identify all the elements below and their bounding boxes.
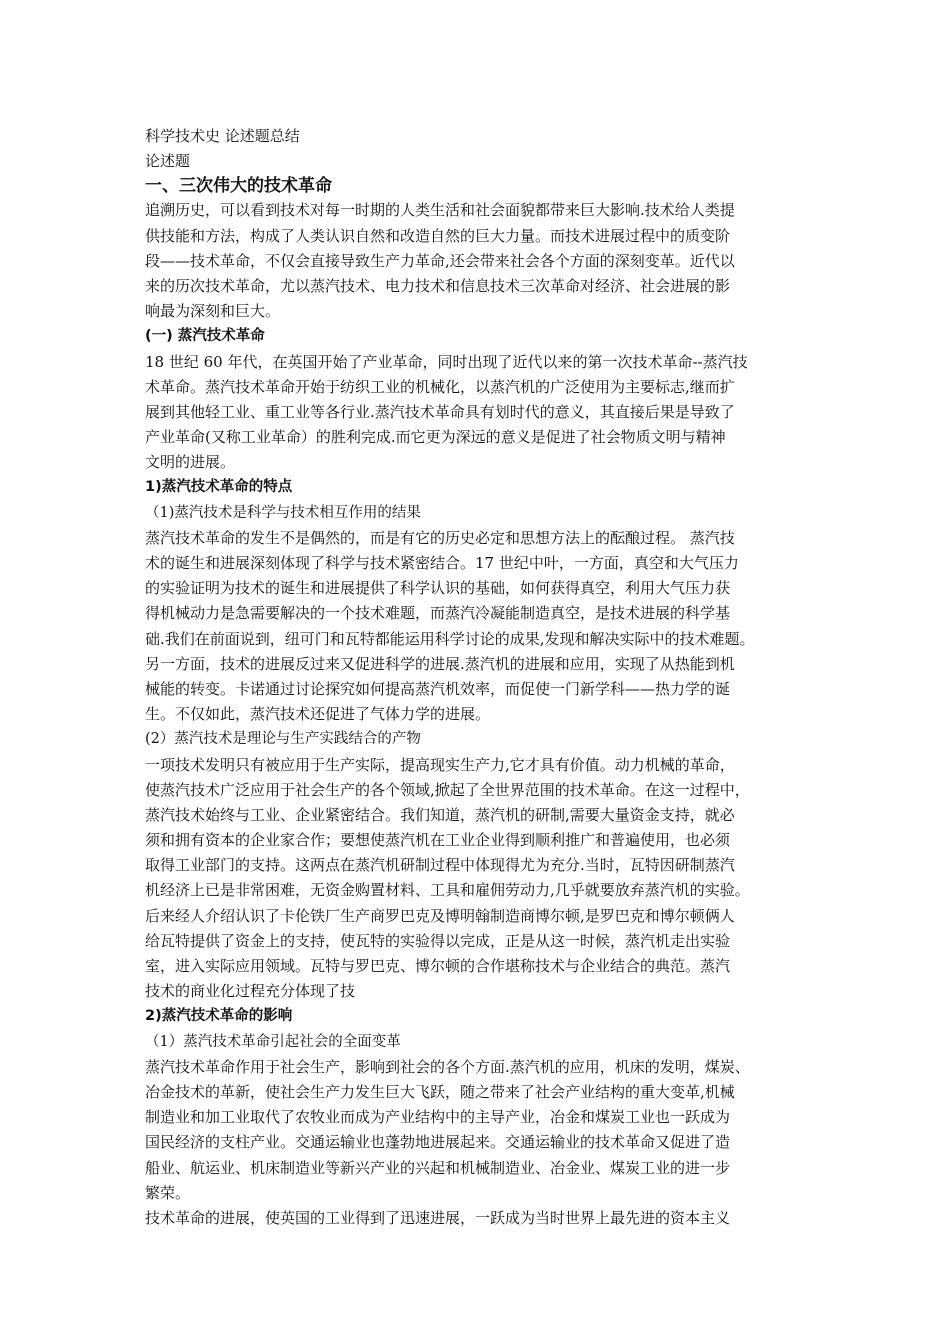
text-line: 室，进入实际应用领域。瓦特与罗巴克、博尔顿的合作堪称技术与企业结合的典范。蒸汽 [145,957,731,975]
features-item2-paragraph [145,753,815,1005]
text-line: 蒸汽技术革命作用于社会生产，影响到社会的各个方面.蒸汽机的应用，机床的发明，煤炭、 [145,1057,750,1076]
intro-paragraph [145,198,815,324]
text-line: 另一方面，技术的进展反过来又促进科学的进展.蒸汽机的进展和应用，实现了从热能到机 [145,654,735,673]
text-line: 国民经济的支柱产业。交通运输业也蓬勃地进展起来。交通运输业的技术革命又促进了造 [145,1133,731,1152]
text-line: 的实验证明为技术的诞生和进展提供了科学认识的基础，如何获得真空，利用大气压力获 [145,579,731,598]
text-line: 制造业和加工业取代了农牧业而成为产业结构中的主导产业，冶金和煤炭工业也一跃成为 [145,1108,731,1127]
text-line: 响最为深刻和巨大。 [145,302,281,321]
text-line: 蒸汽技术始终与工业、企业紧密结合。我们知道，蒸汽机的研制,需要大量资金支持，就必 [145,805,735,824]
text-line: 技术革命的进展，使英国的工业得到了迅速进展，一跃成为当时世界上最先进的资本主义 [145,1208,731,1227]
text-line: 使蒸汽技术广泛应用于社会生产的各个领域,掀起了全世界范围的技术革命。在这一过程中， [145,780,750,799]
text-line: 给瓦特提供了资金上的支持，使瓦特的实验得以完成，正是从这一时候，蒸汽机走出实验 [145,931,731,950]
features-item1-label: （1)蒸汽技术是科学与技术相互作用的结果 [145,504,421,521]
text-line: 后来经人介绍认识了卡伦铁厂生产商罗巴克及博明翰制造商博尔顿,是罗巴克和博尔顿俩人 [145,906,735,925]
text-line: 础.我们在前面说到，纽可门和瓦特都能运用科学讨论的成果,发现和解决实际中的技术难题。 [145,629,755,648]
impact-heading: 2)蒸汽技术革命的影响 [145,1008,293,1025]
document-category: 论述题 [145,152,191,171]
text-line: 追溯历史，可以看到技术对每一时期的人类生活和社会面貌都带来巨大影响.技术给人类提 [145,201,735,220]
text-line: 船业、航运业、机床制造业等新兴产业的兴起和机械制造业、冶金业、煤炭工业的进一步 [145,1158,731,1177]
text-line: 生。不仅如此，蒸汽技术还促进了气体力学的进展。 [145,705,491,724]
features-item2-label: (2）蒸汽技术是理论与生产实践结合的产物 [145,731,421,748]
text-line: 一项技术发明只有被应用于生产实际，提高现实生产力,它才具有价值。动力机械的革命， [145,755,735,774]
features-heading: 1)蒸汽技术革命的特点 [145,479,293,496]
features-item1-paragraph [145,526,815,728]
text-line: 术的诞生和进展深刻体现了科学与技术紧密结合。17 世纪中叶，一方面，真空和大气压力 [145,554,739,572]
text-line: 段——技术革命，不仅会直接导致生产力革命,还会带来社会各个方面的深刻变革。近代以 [145,251,735,270]
text-line: 冶金技术的革新，使社会生产力发生巨大飞跃，随之带来了社会产业结构的重大变革,机械 [145,1082,735,1101]
section-heading: 一、三次伟大的技术革命 [145,176,332,197]
steam-revolution-paragraph [145,350,815,476]
text-line: 须和拥有资本的企业家合作；要想使蒸汽机在工业企业得到顺利推广和普遍使用，也必须 [145,831,731,850]
text-line: 技术的商业化过程充分体现了技 [145,982,356,1001]
document-body [145,124,815,1231]
text-line: 文明的进展。 [145,453,236,472]
impact-tail-paragraph [145,1206,815,1231]
text-line: 供技能和方法，构成了人类认识自然和改造自然的巨大力量。而技术进展过程中的质变阶 [145,226,731,245]
impact-item1-label: （1）蒸汽技术革命引起社会的全面变革 [145,1033,401,1050]
text-line: 18 世纪 60 年代，在英国开始了产业革命，同时出现了近代以来的第一次技术革命--蒸汽技 [145,352,748,371]
text-line: 产业革命(又称工业革命）的胜利完成.而它更为深远的意义是促进了社会物质文明与精神 [145,428,726,447]
subsection-heading: (一) 蒸汽技术革命 [145,328,265,345]
text-line: 取得工业部门的支持。这两点在蒸汽机研制过程中体现得尤为充分.当时，瓦特因研制蒸汽 [145,856,735,875]
text-line: 来的历次技术革命，尤以蒸汽技术、电力技术和信息技术三次革命对经济、社会进展的影 [145,276,731,295]
impact-item1-paragraph [145,1055,815,1206]
text-line: 机经济上已是非常困难，无资金购置材料、工具和雇佣劳动力,几乎就要放弃蒸汽机的实验。 [145,881,750,900]
text-line: 械能的转变。卡诺通过讨论探究如何提高蒸汽机效率，而促使一门新学科——热力学的诞 [145,679,731,698]
text-line: 术革命。蒸汽技术革命开始于纺织工业的机械化，以蒸汽机的广泛使用为主要标志,继而扩 [145,377,735,396]
document-title: 科学技术史 论述题总结 [145,127,300,145]
text-line: 得机械动力是急需要解决的一个技术难题，而蒸汽冷凝能制造真空，是技术进展的科学基 [145,604,731,623]
text-line: 蒸汽技术革命的发生不是偶然的，而是有它的历史必定和思想方法上的酝酿过程。 蒸汽技 [145,528,735,547]
text-line: 展到其他轻工业、重工业等各行业.蒸汽技术革命具有划时代的意义，其直接后果是导致了 [145,402,735,421]
text-line: 繁荣。 [145,1183,191,1202]
